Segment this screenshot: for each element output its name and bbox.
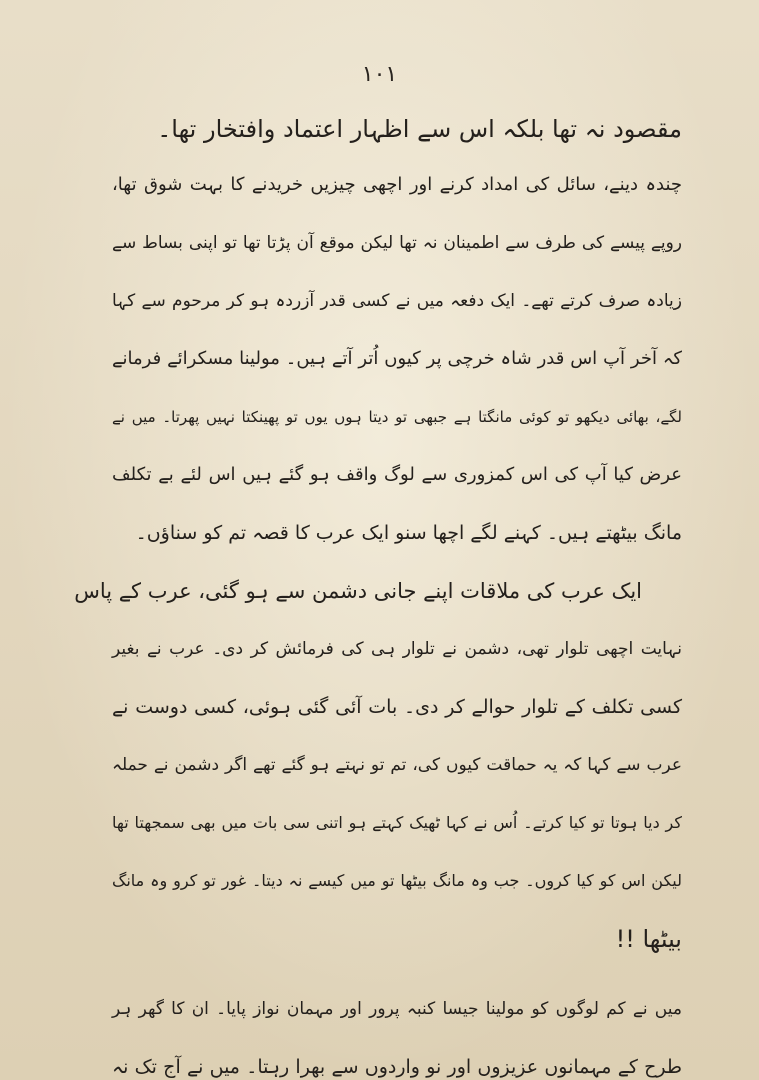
page-number: ۱۰۱: [361, 62, 398, 87]
text-line-1: مقصود نہ تھا بلکہ اس سے اظہار اعتماد وافتخار تھا۔: [157, 115, 682, 143]
text-line-3: روپے پیسے کی طرف سے اطمینان نہ تھا لیکن موقع آن پڑتا تھا تو اپنی بساط سے: [112, 233, 682, 253]
text-line-5: کہ آخر آپ اس قدر شاہ خرچی پر کیوں اُتر آتے ہیں۔ مولینا مسکرائے فرمانے: [112, 348, 682, 369]
text-line-6: لگے، بھائی دیکھو تو کوئی مانگتا ہے جبھی تو دیتا ہوں یوں تو پھینکتا نہیں پھرتا۔ میں نے: [112, 408, 682, 426]
text-line-13: کر دیا ہوتا تو کیا کرتے۔ اُس نے کہا ٹھیک کہتے ہو اتنی سی بات میں بھی سمجھتا تھا: [112, 813, 682, 832]
text-line-4: زیادہ صرف کرتے تھے۔ ایک دفعہ میں نے کسی قدر آزردہ ہو کر مرحوم سے کہا: [112, 291, 682, 311]
text-line-10: نہایت اچھی تلوار تھی، دشمن نے تلوار ہی کی فرمائش کر دی۔ عرب نے بغیر: [112, 639, 682, 659]
text-line-9: ایک عرب کی ملاقات اپنے جانی دشمن سے ہو گئی، عرب کے پاس: [74, 579, 642, 603]
text-line-2: چندہ دینے، سائل کی امداد کرنے اور اچھی چیزیں خریدنے کا بہت شوق تھا،: [112, 174, 682, 195]
text-line-15: بیٹھا !!: [615, 925, 682, 953]
text-line-8: مانگ بیٹھتے ہیں۔ کہنے لگے اچھا سنو ایک عرب کا قصہ تم کو سناؤں۔: [135, 522, 682, 544]
text-line-14: لیکن اس کو کیا کروں۔ جب وہ مانگ بیٹھا تو میں کیسے نہ دیتا۔ غور تو کرو وہ مانگ: [112, 871, 682, 890]
text-line-16: میں نے کم لوگوں کو مولینا جیسا کنبہ پرور اور مہمان نواز پایا۔ ان کا گھر ہر: [112, 999, 682, 1019]
text-line-17: طرح کے مہمانوں عزیزوں اور نو واردوں سے بھرا رہتا۔ میں نے آج تک نہ: [112, 1056, 682, 1078]
text-line-12: عرب سے کہا کہ یہ حماقت کیوں کی، تم تو نہتے ہو گئے تھے اگر دشمن نے حملہ: [112, 755, 682, 775]
text-line-11: کسی تکلف کے تلوار حوالے کر دی۔ بات آئی گئی ہوئی، کسی دوست نے: [112, 696, 682, 718]
text-line-7: عرض کیا آپ کی اس کمزوری سے لوگ واقف ہو گئے ہیں اس لئے بے تکلف: [112, 464, 682, 485]
